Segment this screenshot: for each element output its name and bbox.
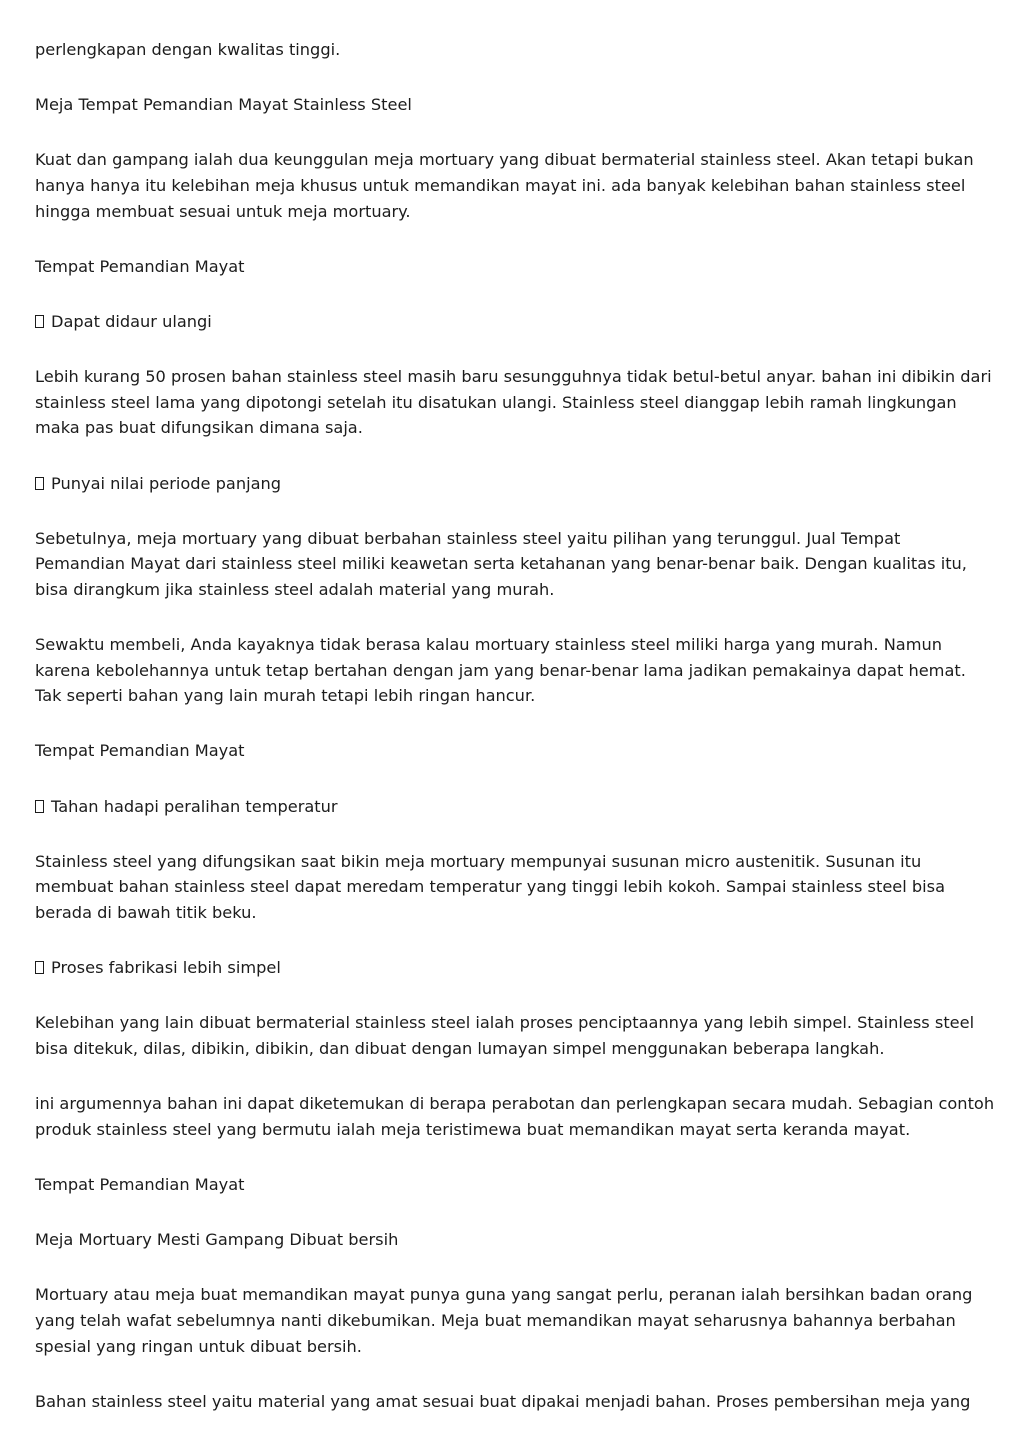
bullet-item: Tahan hadapi peralihan temperatur	[35, 794, 995, 820]
missing-glyph-box-icon	[35, 961, 44, 974]
paragraph: Mortuary atau meja buat memandikan mayat punya guna yang sangat perlu, peranan ialah bersihkan badan orang yang telah wafat sebelumnya nanti dikebumikan. Meja buat memandikan mayat seharusnya bahannya berbahan spesial yang ringan untuk dibuat bersih.	[35, 1285, 973, 1356]
section-heading: Meja Mortuary Mesti Gampang Dibuat bersih	[35, 1230, 399, 1250]
paragraph: Sewaktu membeli, Anda kayaknya tidak berasa kalau mortuary stainless steel miliki harga yang murah. Namun karena kebolehannya untuk tetap bertahan dengan jam yang benar-benar lama jadikan pemakainya dapat hemat. Tak seperti bahan yang lain murah tetapi lebih ringan hancur.	[35, 635, 966, 706]
missing-glyph-box-icon	[35, 315, 44, 328]
paragraph: Stainless steel yang difungsikan saat bikin meja mortuary mempunyai susunan micro austenitik. Susunan itu membuat bahan stainless steel dapat meredam temperatur yang tinggi lebih kokoh. Sampai stainless steel bisa berada di bawah titik beku.	[35, 851, 946, 922]
document-page	[35, 37, 995, 1444]
missing-glyph-box-icon	[35, 800, 44, 813]
section-heading: Tempat Pemandian Mayat	[35, 1174, 245, 1194]
missing-glyph-box-icon	[35, 477, 44, 490]
paragraph: Lebih kurang 50 prosen bahan stainless steel masih baru sesungguhnya tidak betul-betul anyar. bahan ini dibikin dari stainless steel lama yang dipotongi setelah itu disatukan ulangi. Stainless steel dianggap lebih ramah lingkungan maka pas buat difungsikan dimana saja.	[35, 367, 992, 438]
paragraph: Kuat dan gampang ialah dua keunggulan meja mortuary yang dibuat bermaterial stainless steel. Akan tetapi bukan hanya hanya itu kelebihan meja khusus untuk memandikan mayat ini. ada banyak kelebihan bahan stainless steel hingga membuat sesuai untuk meja mortuary.	[35, 150, 974, 221]
bullet-item: Punyai nilai periode panjang	[35, 471, 995, 497]
section-heading: Tempat Pemandian Mayat	[35, 741, 245, 761]
paragraph: ini argumennya bahan ini dapat diketemukan di berapa perabotan dan perlengkapan secara mudah. Sebagian contoh produk stainless steel yang bermutu ialah meja teristimewa buat memandikan mayat serta keranda mayat.	[35, 1094, 995, 1139]
section-heading: Tempat Pemandian Mayat	[35, 256, 245, 276]
paragraph: perlengkapan dengan kwalitas tinggi.	[35, 40, 341, 59]
paragraph: Sebetulnya, meja mortuary yang dibuat berbahan stainless steel yaitu pilihan yang terunggul. Jual Tempat Pemandian Mayat dari stainless steel miliki keawetan serta ketahanan yang benar-benar baik. Dengan kualitas itu, bisa dirangkum jika stainless steel adalah material yang murah.	[35, 528, 967, 599]
bullet-item: Dapat didaur ulangi	[35, 309, 995, 335]
paragraph: Bahan stainless steel yaitu material yang amat sesuai buat dipakai menjadi bahan. Proses pembersihan meja yang	[35, 1391, 971, 1411]
bullet-item: Proses fabrikasi lebih simpel	[35, 955, 995, 981]
paragraph: Kelebihan yang lain dibuat bermaterial stainless steel ialah proses penciptaannya yang lebih simpel. Stainless steel bisa ditekuk, dilas, dibikin, dibikin, dan dibuat dengan lumayan simpel menggunakan beberapa langkah.	[35, 1013, 975, 1058]
section-heading: Meja Tempat Pemandian Mayat Stainless Steel	[35, 95, 412, 115]
